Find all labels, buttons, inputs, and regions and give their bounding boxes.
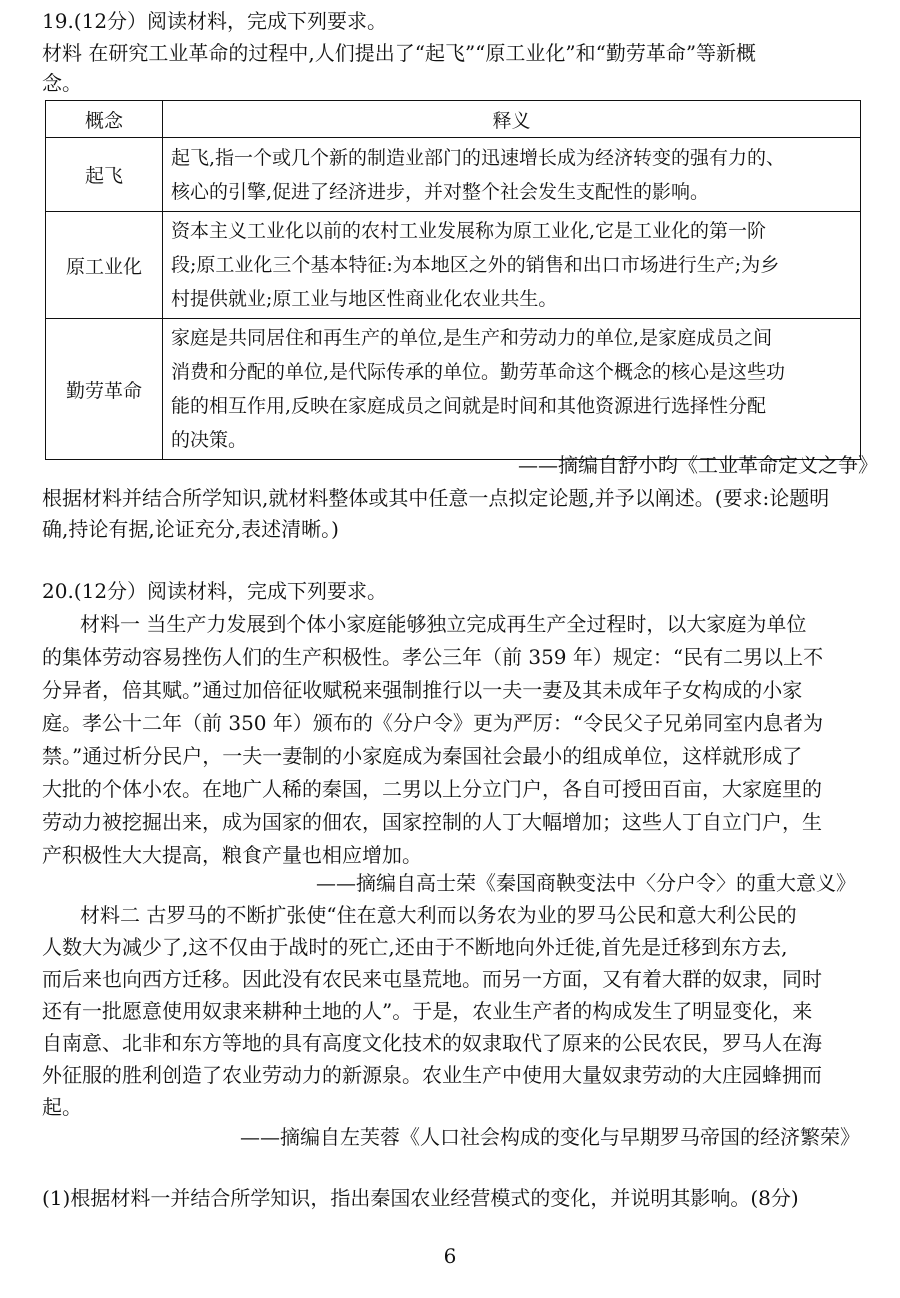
- q20-m1-line-5: 禁。”通过析分民户，一夫一妻制的小家庭成为秦国社会最小的组成单位，这样就形成了: [42, 744, 803, 768]
- q20-m1-line-2: 的集体劳动容易挫伤人们的生产积极性。孝公三年（前 359 年）规定：“民有二男以上不: [42, 645, 824, 669]
- page-number: 6: [443, 1244, 457, 1268]
- q20-m1-line-4: 庭。孝公十二年（前 350 年）颁布的《分户令》更为严厉：“令民父子兄弟同室内息者为: [42, 711, 824, 735]
- header-definition: 释义: [163, 101, 861, 138]
- q20-m2-line-6: 外征服的胜利创造了农业劳动力的新源泉。农业生产中使用大量奴隶劳动的大庄园蜂拥而: [42, 1063, 822, 1087]
- q20-m1-line-1: 材料一 当生产力发展到个体小家庭能够独立完成再生产全过程时，以大家庭为单位: [80, 612, 807, 636]
- header-concept: 概念: [46, 101, 163, 138]
- q19-title: 19.(12分）阅读材料，完成下列要求。: [42, 9, 388, 33]
- term-industrious-revolution: 勤劳革命: [46, 319, 163, 460]
- q19-intro-line-1: 材料 在研究工业革命的过程中,人们提出了“起飞”“原工业化”和“勤劳革命”等新概: [42, 41, 757, 65]
- q20-m1-line-8: 产积极性大大提高，粮食产量也相应增加。: [42, 843, 422, 867]
- q19-task-line-1: 根据材料并结合所学知识,就材料整体或其中任意一点拟定论题,并予以阐述。(要求:论题明: [42, 486, 830, 510]
- definition-line: 的决策。: [171, 429, 248, 451]
- definition-line: 家庭是共同居住和再生产的单位,是生产和劳动力的单位,是家庭成员之间: [171, 327, 773, 349]
- q19-intro-line-2: 念。: [42, 71, 82, 95]
- q20-m2-line-3: 而后来也向西方迁移。因此没有农民来屯垦荒地。而另一方面，又有着大群的奴隶，同时: [42, 967, 822, 991]
- definition-line: 能的相互作用,反映在家庭成员之间就是时间和其他资源进行选择性分配: [171, 395, 767, 417]
- table-row: [46, 319, 861, 460]
- table-row: [46, 138, 861, 212]
- definition-proto-industrialization: [163, 212, 861, 319]
- table-row: [46, 212, 861, 319]
- term-proto-industrialization: 原工业化: [46, 212, 163, 319]
- q20-title: 20.(12分）阅读材料，完成下列要求。: [42, 579, 388, 603]
- definition-line: 资本主义工业化以前的农村工业发展称为原工业化,它是工业化的第一阶: [171, 220, 767, 242]
- q20-m1-line-7: 劳动力被挖掘出来，成为国家的佃农，国家控制的人丁大幅增加；这些人丁自立门户，生: [42, 810, 822, 834]
- q20-m1-line-6: 大批的个体小农。在地广人稀的秦国，二男以上分立门户，各自可授田百亩，大家庭里的: [42, 777, 822, 801]
- q20-m2-line-2: 人数大为减少了,这不仅由于战时的死亡,还由于不断地向外迁徙,首先是迁移到东方去,: [42, 935, 788, 959]
- definition-takeoff: [163, 138, 861, 212]
- q20-m1-line-3: 分异者，倍其赋。”通过加倍征收赋税来强制推行以一夫一妻及其未成年子女构成的小家: [42, 678, 803, 702]
- q19-source: ——摘编自舒小昀《工业革命定义之争》: [518, 453, 878, 477]
- definition-line: 段;原工业化三个基本特征:为本地区之外的销售和出口市场进行生产;为乡: [171, 254, 780, 276]
- table-header-row: [46, 101, 861, 138]
- q20-subquestion-1: (1)根据材料一并结合所学知识，指出秦国农业经营模式的变化，并说明其影响。(8分): [42, 1186, 799, 1210]
- q20-m2-line-7: 起。: [42, 1095, 82, 1119]
- definition-line: 核心的引擎,促进了经济进步，并对整个社会发生支配性的影响。: [171, 180, 710, 203]
- definition-industrious-revolution: [163, 319, 861, 460]
- definition-line: 村提供就业;原工业与地区性商业化农业共生。: [171, 288, 558, 310]
- definition-line: 消费和分配的单位,是代际传承的单位。勤劳革命这个概念的核心是这些功: [171, 361, 786, 383]
- q20-m2-source: ——摘编自左芙蓉《人口社会构成的变化与早期罗马帝国的经济繁荣》: [240, 1125, 860, 1149]
- q20-m2-line-1: 材料二 古罗马的不断扩张使“住在意大利而以务农为业的罗马公民和意大利公民的: [80, 903, 797, 927]
- definition-line: 起飞,指一个或几个新的制造业部门的迅速增长成为经济转变的强有力的、: [171, 146, 786, 169]
- q20-m2-line-4: 还有一批愿意使用奴隶来耕种土地的人”。于是，农业生产者的构成发生了明显变化，来: [42, 999, 813, 1023]
- q20-m2-line-5: 自南意、北非和东方等地的具有高度文化技术的奴隶取代了原来的公民农民，罗马人在海: [42, 1031, 822, 1055]
- term-takeoff: 起飞: [46, 138, 163, 212]
- concept-table: [45, 100, 861, 460]
- q20-m1-source: ——摘编自高士荣《秦国商鞅变法中〈分户令〉的重大意义》: [316, 871, 856, 895]
- q19-task-line-2: 确,持论有据,论证充分,表述清晰。): [42, 517, 339, 541]
